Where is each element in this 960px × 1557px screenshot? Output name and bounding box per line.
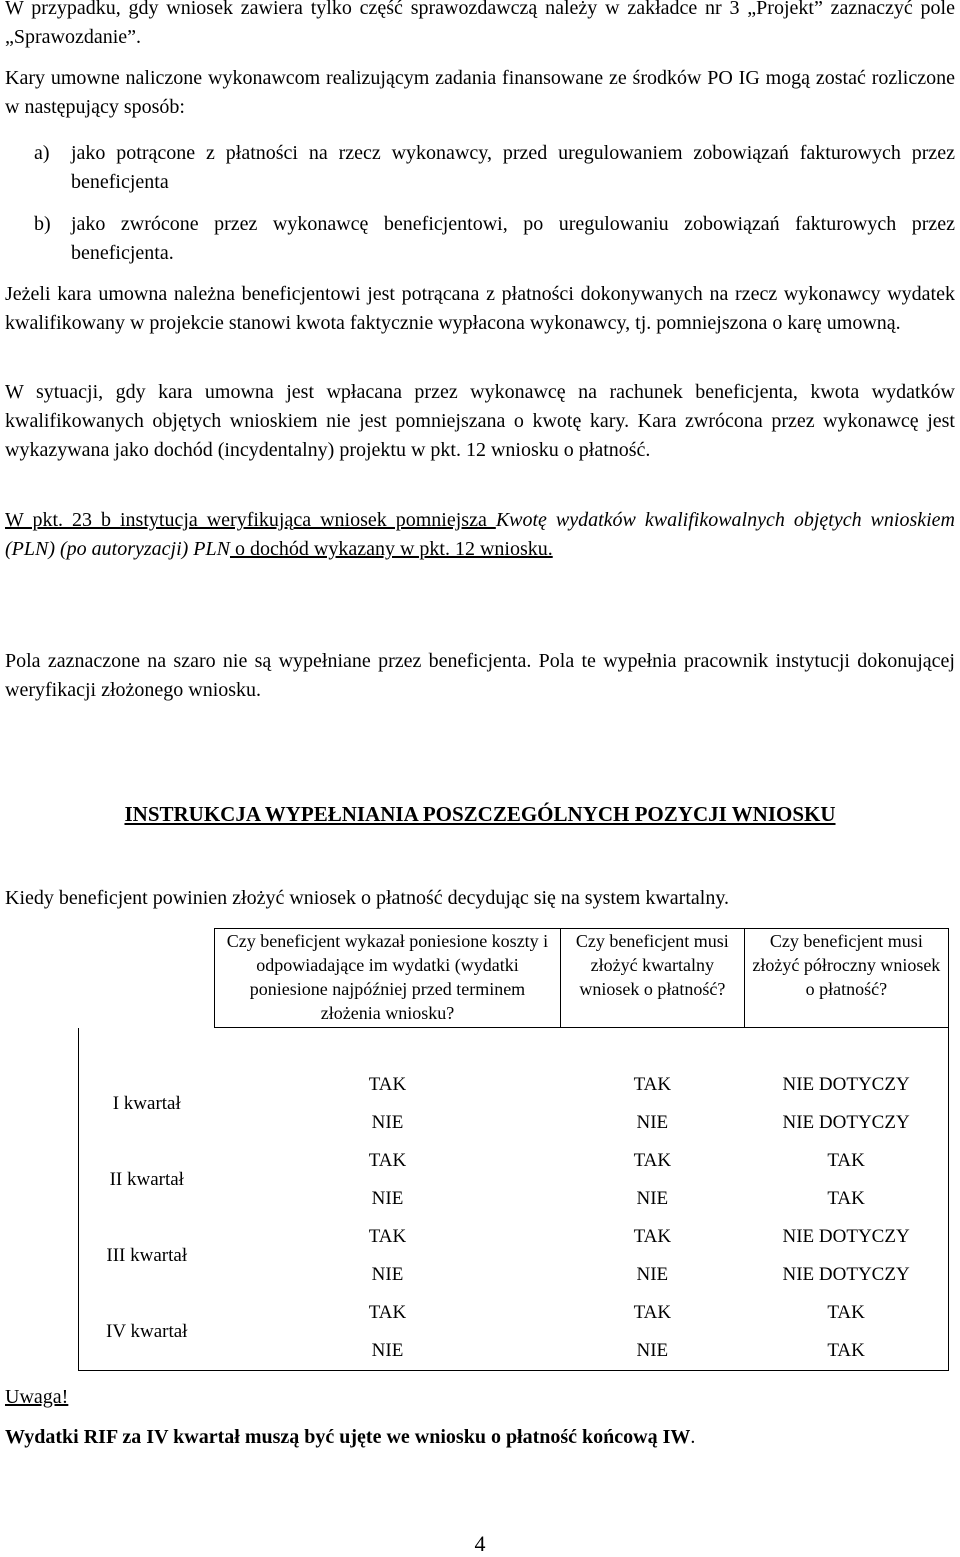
quarter-label: IV kwartał — [79, 1294, 215, 1371]
note-label: Uwaga! — [5, 1386, 69, 1408]
paragraph-projekt-tab — [5, 0, 955, 52]
table-cell: NIE DOTYCZY — [744, 1066, 948, 1104]
paragraph-text: Pola zaznaczone na szaro nie są wypełniane przez beneficjenta. Pola te wypełnia pracownik instytucji dokonującej weryfikacji złożonego wniosku. — [5, 650, 955, 701]
table-cell: TAK — [744, 1180, 948, 1218]
paragraph-text: Kary umowne naliczone wykonawcom realizującym zadania finansowane ze środków PO IG mogą zostać rozliczone w następujący sposób: — [5, 67, 955, 118]
table-cell: NIE — [371, 1263, 404, 1285]
table-cell: NIE DOTYCZY — [744, 1218, 948, 1256]
note-text — [5, 1423, 955, 1452]
table-cell: TAK — [633, 1149, 672, 1171]
table-header-cell: Czy beneficjent wykazał poniesione koszty i odpowiadające im wydatki (wydatki poniesione najpóźniej przed terminem złożenia wniosku? — [215, 929, 561, 1028]
table-cell: TAK — [633, 1301, 672, 1323]
list-marker: b) — [34, 213, 51, 235]
table-cell: NIE — [636, 1263, 669, 1285]
field-name-italic: Kwotę wydatków kwalifikowalnych objętych wnioskiem (PLN) (po autoryzacji) PLN — [5, 509, 955, 560]
table-row — [79, 1218, 949, 1256]
table-cell: NIE DOTYCZY — [744, 1104, 948, 1142]
paragraph-text: W pkt. 23 b instytucja weryfikująca wniosek pomniejsza — [5, 509, 496, 531]
section-title: INSTRUKCJA WYPEŁNIANIA POSZCZEGÓLNYCH POZYCJI WNIOSKU — [124, 802, 836, 826]
table-cell: TAK — [368, 1301, 407, 1323]
paragraph-text: Kiedy beneficjent powinien złożyć wniosek o płatność decydując się na system kwartalny. — [5, 887, 730, 909]
table-row — [79, 1142, 949, 1180]
table-corner-cell — [79, 929, 215, 1028]
table-cell: TAK — [633, 1225, 672, 1247]
paragraph-wplacana — [5, 378, 955, 465]
table-cell: TAK — [744, 1332, 948, 1371]
table-row — [79, 1294, 949, 1332]
table-cell: NIE — [371, 1187, 404, 1209]
list-marker: a) — [34, 142, 50, 164]
quarterly-table — [78, 928, 949, 1371]
table-spacer — [79, 1028, 949, 1066]
table-cell: NIE — [636, 1187, 669, 1209]
page-number: 4 — [474, 1531, 486, 1556]
table-cell: NIE — [636, 1111, 669, 1133]
table-body — [79, 1028, 949, 1371]
quarter-label: III kwartał — [79, 1218, 215, 1294]
quarter-label: I kwartał — [79, 1066, 215, 1142]
table-cell: TAK — [368, 1225, 407, 1247]
table-cell: NIE DOTYCZY — [744, 1256, 948, 1294]
table-cell: TAK — [744, 1294, 948, 1332]
table-header-row — [79, 929, 949, 1028]
paragraph-kary-umowne — [5, 64, 955, 122]
table-cell: NIE — [560, 1332, 744, 1371]
list-item-text: jako potrącone z płatności na rzecz wykonawcy, przed uregulowaniem zobowiązań fakturowych przez beneficjenta — [71, 142, 955, 193]
paragraph-pkt-23b — [5, 506, 955, 564]
table-cell: NIE — [215, 1332, 561, 1371]
list-item-text: jako zwrócone przez wykonawcę beneficjentowi, po uregulowaniu zobowiązań fakturowych przez beneficjenta. — [71, 213, 955, 264]
note-bold-text: Wydatki RIF za IV kwartał muszą być ujęte we wniosku o płatność końcową IW — [5, 1426, 691, 1448]
paragraph-text: o dochód wykazany w pkt. 12 wniosku. — [230, 538, 553, 560]
paragraph-text: W przypadku, gdy wniosek zawiera tylko część sprawozdawczą należy w zakładce nr 3 „Projekt” zaznaczyć pole „Sprawozdanie”. — [5, 0, 955, 48]
paragraph-potracana — [5, 280, 955, 338]
quarter-label: II kwartał — [79, 1142, 215, 1218]
table-row — [79, 1066, 949, 1104]
table-cell: TAK — [633, 1073, 672, 1095]
table-cell: TAK — [368, 1073, 407, 1095]
paragraph-szare-pola — [5, 647, 955, 705]
note-end: . — [690, 1426, 696, 1448]
table-header-cell: Czy beneficjent musi złożyć półroczny wniosek o płatność? — [744, 929, 948, 1028]
table-cell: TAK — [368, 1149, 407, 1171]
table-cell: TAK — [744, 1142, 948, 1180]
table-cell: NIE — [371, 1111, 404, 1133]
note-block — [5, 1383, 955, 1452]
table-header-cell: Czy beneficjent musi złożyć kwartalny wniosek o płatność? — [560, 929, 744, 1028]
table-intro — [5, 884, 955, 913]
paragraph-text: W sytuacji, gdy kara umowna jest wpłacana przez wykonawcę na rachunek beneficjenta, kwota wydatków kwalifikowanych objętych wnioskiem nie jest pomniejszana o kwotę kary. Kara zwrócona przez wykonawcę jest wykazywana jako dochód (incydentalny) projektu w pkt. 12 wniosku o płatność. — [5, 381, 955, 461]
paragraph-text: Jeżeli kara umowna należna beneficjentowi jest potrącana z płatności dokonywanych na rzecz wykonawcy wydatek kwalifikowany w projekcie stanowi kwota faktycznie wypłacona wykonawcy, tj. pomniejszona o karę umowną. — [5, 283, 955, 334]
list-item-a — [5, 139, 955, 197]
list-item-b — [5, 210, 955, 268]
